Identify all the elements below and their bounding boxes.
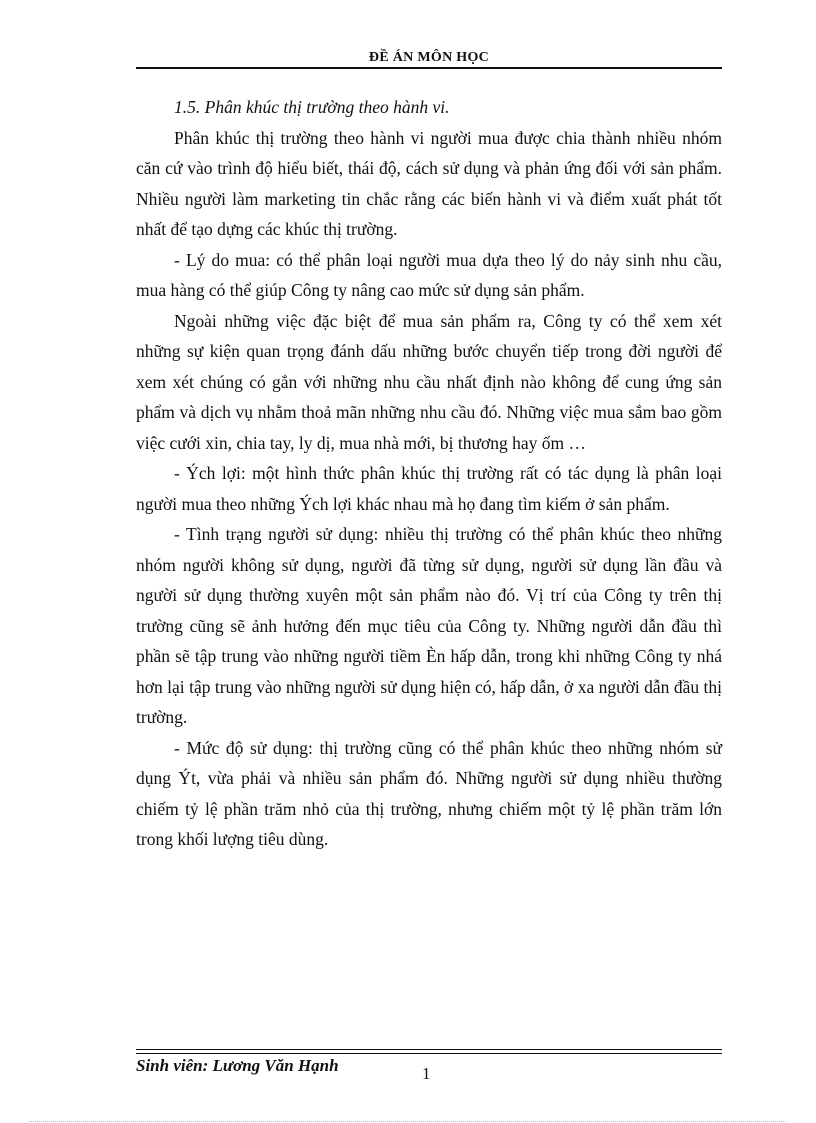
page-bottom-border bbox=[30, 1121, 786, 1122]
page-header-title: ĐỀ ÁN MÔN HỌC bbox=[368, 50, 490, 65]
footer-author: Sinh viên: Lương Văn Hạnh bbox=[136, 1056, 339, 1075]
paragraph-usage-rate: - Mức độ sử dụng: thị trường cũng có thể phân khúc theo những nhóm sử dụng Ýt, vừa phải và nhiều sản phẩm đó. Những người sử dụng nhiều thường chiếm tỷ lệ phần trăm nhỏ của thị trường, nhưng chiếm một tỷ lệ phần trăm lớn trong khối lượng tiêu dùng. bbox=[136, 737, 722, 849]
paragraph-intro: Phân khúc thị trường theo hành vi người mua được chia thành nhiều nhóm căn cứ vào trình độ hiểu biết, thái độ, cách sử dụng và phản ứng đối với sản phẩm. Nhiều người làm marketing tin chắc rằng các biến hành vi và điểm xuất phát tốt nhất để tạo dựng các khúc thị trường. bbox=[136, 127, 722, 239]
footer-divider-bottom bbox=[136, 1053, 722, 1054]
paragraph-user-status: - Tình trạng người sử dụng: nhiều thị trường có thể phân khúc theo những nhóm người không sử dụng, người đã từng sử dụng, người sử dụng lần đầu và người sử dụng thường xuyên một sản phẩm nào đó. Vị trí của Công ty trên thị trường cũng sẽ ảnh hưởng đến mục tiêu của Công ty. Những người dẫn đầu thì phần sẽ tập trung vào những người tiềm Èn hấp dẫn, trong khi những Công ty nhá hơn lại tập trung vào những người sử dụng hiện có, hấp dẫn, ở xa người dẫn đầu thị trường. bbox=[136, 524, 722, 727]
page-number: 1 bbox=[422, 1064, 431, 1083]
paragraph-benefits: - Ých lợi: một hình thức phân khúc thị trường rất có tác dụng là phân loại người mua theo những Ých lợi khác nhau mà họ đang tìm kiếm ở sản phẩm. bbox=[136, 463, 722, 514]
document-body bbox=[136, 92, 722, 855]
header-divider bbox=[136, 67, 722, 69]
section-heading: 1.5. Phân khúc thị trường theo hành vi. bbox=[174, 97, 450, 117]
footer-divider-top bbox=[136, 1049, 722, 1050]
paragraph-life-events: Ngoài những việc đặc biệt để mua sản phẩm ra, Công ty có thể xem xét những sự kiện quan trọng đánh dấu những bước chuyển tiếp trong đời người để xem xét chúng có gắn với những nhu cầu nhất định nào không để cung ứng sản phẩm và dịch vụ nhằm thoả mãn những nhu cầu đó. Những việc mua sắm bao gồm việc cưới xin, chia tay, ly dị, mua nhà mới, bị thương hay ốm … bbox=[136, 310, 722, 453]
paragraph-reason-to-buy: - Lý do mua: có thể phân loại người mua dựa theo lý do nảy sinh nhu cầu, mua hàng có thể giúp Công ty nâng cao mức sử dụng sản phẩm. bbox=[136, 249, 722, 300]
